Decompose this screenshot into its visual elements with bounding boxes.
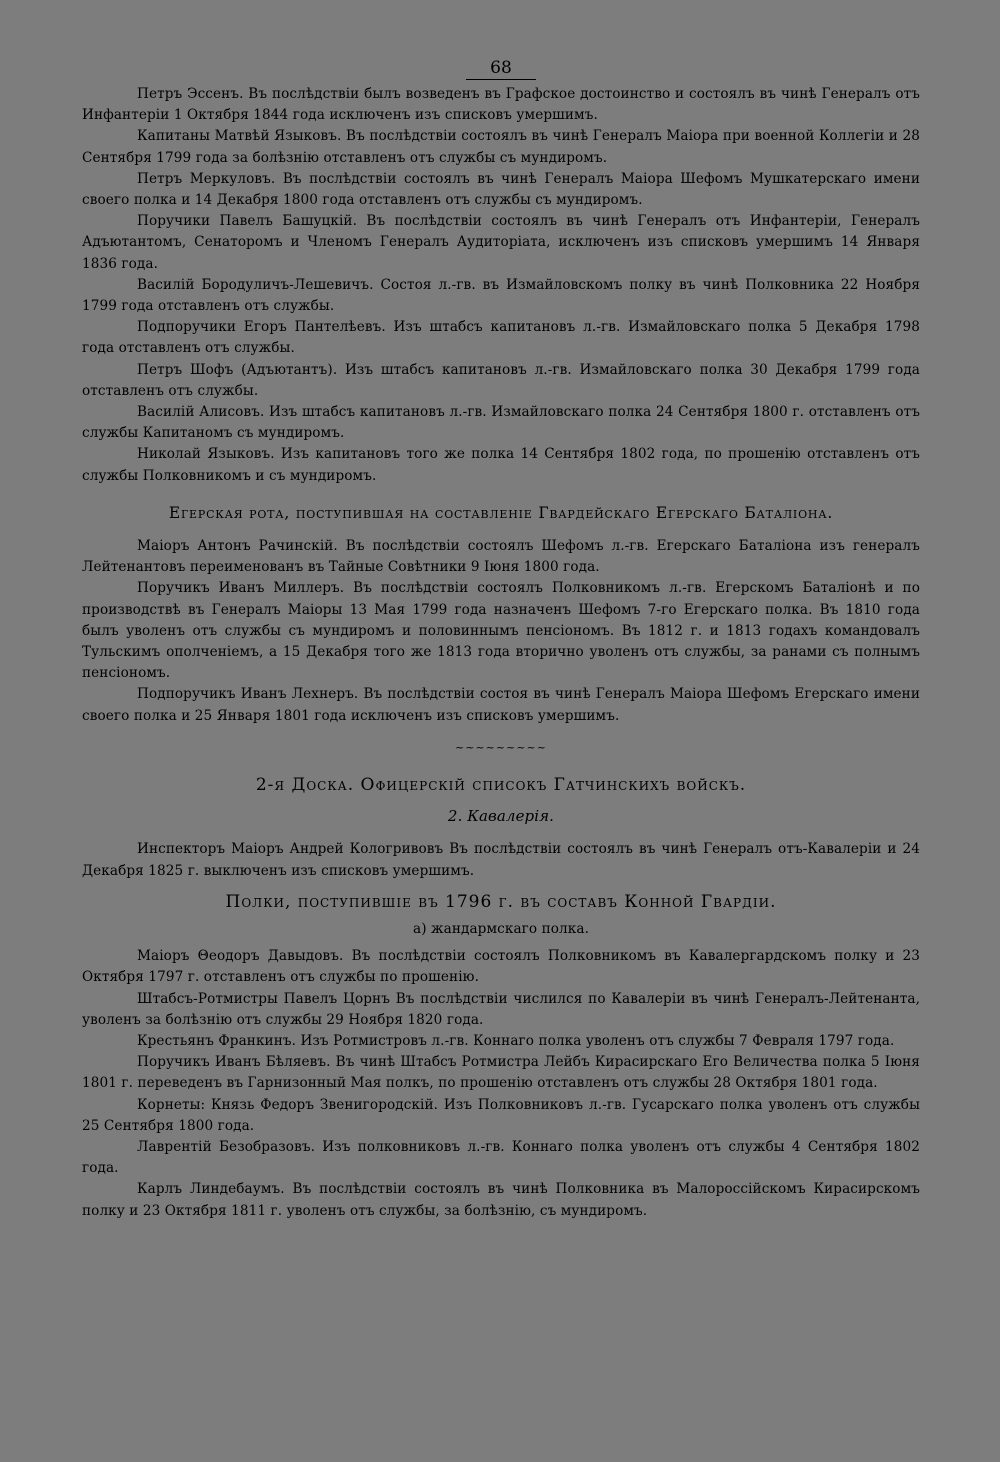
entry: Лаврентій Безобразовъ. Изъ полковниковъ л.-гв. Коннаго полка уволенъ отъ службы 4 Сентября 1802 года. bbox=[82, 1138, 920, 1177]
entry: Крестьянъ Франкинъ. Изъ Ротмистровъ л.-гв. Коннаго полка уволенъ отъ службы 7 Февраля 1797 года. bbox=[137, 1032, 895, 1049]
section-heading-jaeger-company: Егерская рота, поступившая на составленіе Гвардейскаго Егерскаго Баталіона. bbox=[168, 503, 834, 522]
entry: Петръ Эссенъ. Въ послѣдствіи былъ возведенъ въ Графское достоинство и состоялъ въ чинѣ Генералъ отъ Инфантеріи 1 Октября 1844 года исключенъ изъ списковъ умершимъ. bbox=[82, 86, 920, 124]
entry: Василій Бородуличъ-Лешевичъ. Состоя л.-гв. въ Измайловскомъ полку въ чинѣ Полковника 22 Ноября 1799 года отставленъ отъ службы. bbox=[82, 276, 920, 315]
entry: Петръ Шофъ (Адъютантъ). Изъ штабсъ капитановъ л.-гв. Измайловскаго полка 30 Декабря 1799 года отставленъ отъ службы. bbox=[82, 361, 920, 399]
regiments-heading: Полки, поступившіе въ 1796 г. въ составъ Конной Гвардіи. bbox=[225, 891, 777, 912]
entry: Маіоръ Антонъ Рачинскій. Въ послѣдствіи состоялъ Шефомъ л.-гв. Егерскаго Баталіона изъ генералъ Лейтенантовъ переименованъ въ Тайные Совѣтники 9 Іюня 1800 года. bbox=[82, 538, 920, 576]
entry: Штабсъ-Ротмистры Павелъ Цорнъ Въ послѣдствіи числился по Кавалеріи въ чинѣ Генералъ-Лейтенанта, уволенъ за болѣзнію отъ службы 29 Ноября 1820 года. bbox=[82, 990, 920, 1028]
entry: Поручики Павелъ Башуцкій. Въ послѣдствіи состоялъ въ чинѣ Генералъ отъ Инфантеріи, Генералъ Адъютантомъ, Сенаторомъ и Членомъ Генералъ Аудиторіата, исключенъ изъ списковъ умершимъ 14 Января 1836 года. bbox=[82, 213, 920, 272]
ornamental-divider: ~~~~~~~~~ bbox=[455, 740, 547, 754]
entry: Подпоручикъ Иванъ Лехнеръ. Въ послѣдствіи состоя въ чинѣ Генералъ Маіора Шефомъ Егерскаго имени своего полка и 25 Января 1801 года исключенъ изъ списковъ умершимъ. bbox=[82, 686, 920, 724]
gendarme-regiment-heading: а) жандармскаго полка. bbox=[413, 920, 589, 937]
section-gendarme-regiment bbox=[82, 946, 920, 1222]
entry: Поручикъ Иванъ Миллеръ. Въ послѣдствіи состоялъ Полковникомъ л.-гв. Егерскомъ Баталіонѣ и по производствѣ въ Генералъ Маіоры 13 Мая 1799 года назначенъ Шефомъ 7-го Егерскаго полка. Въ 1810 года былъ уволенъ отъ службы съ мундиромъ и половиннымъ пенсіономъ. Въ 1812 г. и 1813 годахъ командовалъ Тульскимъ ополченіемъ, а 15 Декабря того же 1813 года вторично уволенъ отъ службы, за ранами съ полнымъ пенсіономъ. bbox=[82, 580, 920, 682]
board-heading: 2-я Доска. Офицерскій списокъ Гатчинскихъ войскъ. bbox=[255, 774, 747, 795]
entry: Инспекторъ Маіоръ Андрей Кологривовъ Въ послѣдствіи состоялъ въ чинѣ Генералъ отъ-Кавалеріи и 24 Декабря 1825 г. выключенъ изъ списковъ умершимъ. bbox=[82, 841, 920, 879]
entry: Василій Алисовъ. Изъ штабсъ капитановъ л.-гв. Измайловскаго полка 24 Сентября 1800 г. отставленъ отъ службы Капитаномъ съ мундиромъ. bbox=[82, 404, 920, 442]
entry: Капитаны Матвѣй Языковъ. Въ послѣдствіи состоялъ въ чинѣ Генералъ Маіора при военной Коллегіи и 28 Сентября 1799 года за болѣзнію отставленъ отъ службы съ мундиромъ. bbox=[82, 128, 920, 166]
entry: Корнеты: Князь Федоръ Звенигородскій. Изъ Полковниковъ л.-гв. Гусарскаго полка уволенъ отъ службы 25 Сентября 1800 года. bbox=[82, 1096, 920, 1134]
document-page bbox=[82, 58, 920, 1222]
entry: Поручикъ Иванъ Бѣляевъ. Въ чинѣ Штабсъ Ротмистра Лейбъ Кирасирскаго Его Величества полка 5 Іюня 1801 г. переведенъ въ Гарнизонный Мая полкъ, по прошенію отставленъ отъ службы 28 Октября 1801 года. bbox=[82, 1054, 920, 1092]
entry: Петръ Меркуловъ. Въ послѣдствіи состоялъ въ чинѣ Генералъ Маіора Шефомъ Мушкатерскаго имени своего полка и 14 Декабря 1800 года отставленъ отъ службы съ мундиромъ. bbox=[82, 170, 920, 209]
page-number: 68 bbox=[82, 58, 920, 80]
entry: Карлъ Линдебаумъ. Въ послѣдствіи состоялъ въ чинѣ Полковника въ Малороссійскомъ Кирасирскомъ полку и 23 Октября 1811 г. уволенъ отъ службы, за болѣзнію, съ мундиромъ. bbox=[82, 1181, 920, 1219]
section-officers-list bbox=[82, 84, 920, 487]
section-jaeger-company bbox=[82, 536, 920, 727]
entry: Маіоръ Θеодоръ Давыдовъ. Въ послѣдствіи состоялъ Полковникомъ въ Кавалергардскомъ полку и 23 Октября 1797 г. отставленъ отъ службы по прошенію. bbox=[82, 948, 920, 986]
cavalry-heading: 2. Кавалерія. bbox=[447, 807, 555, 826]
section-cavalry bbox=[82, 839, 920, 881]
entry: Николай Языковъ. Изъ капитановъ того же полка 14 Сентября 1802 года, по прошенію отставленъ отъ службы Полковникомъ и съ мундиромъ. bbox=[82, 446, 920, 484]
entry: Подпоручики Егоръ Пантелѣевъ. Изъ штабсъ капитановъ л.-гв. Измайловскаго полка 5 Декабря 1798 года отставленъ отъ службы. bbox=[82, 319, 920, 357]
